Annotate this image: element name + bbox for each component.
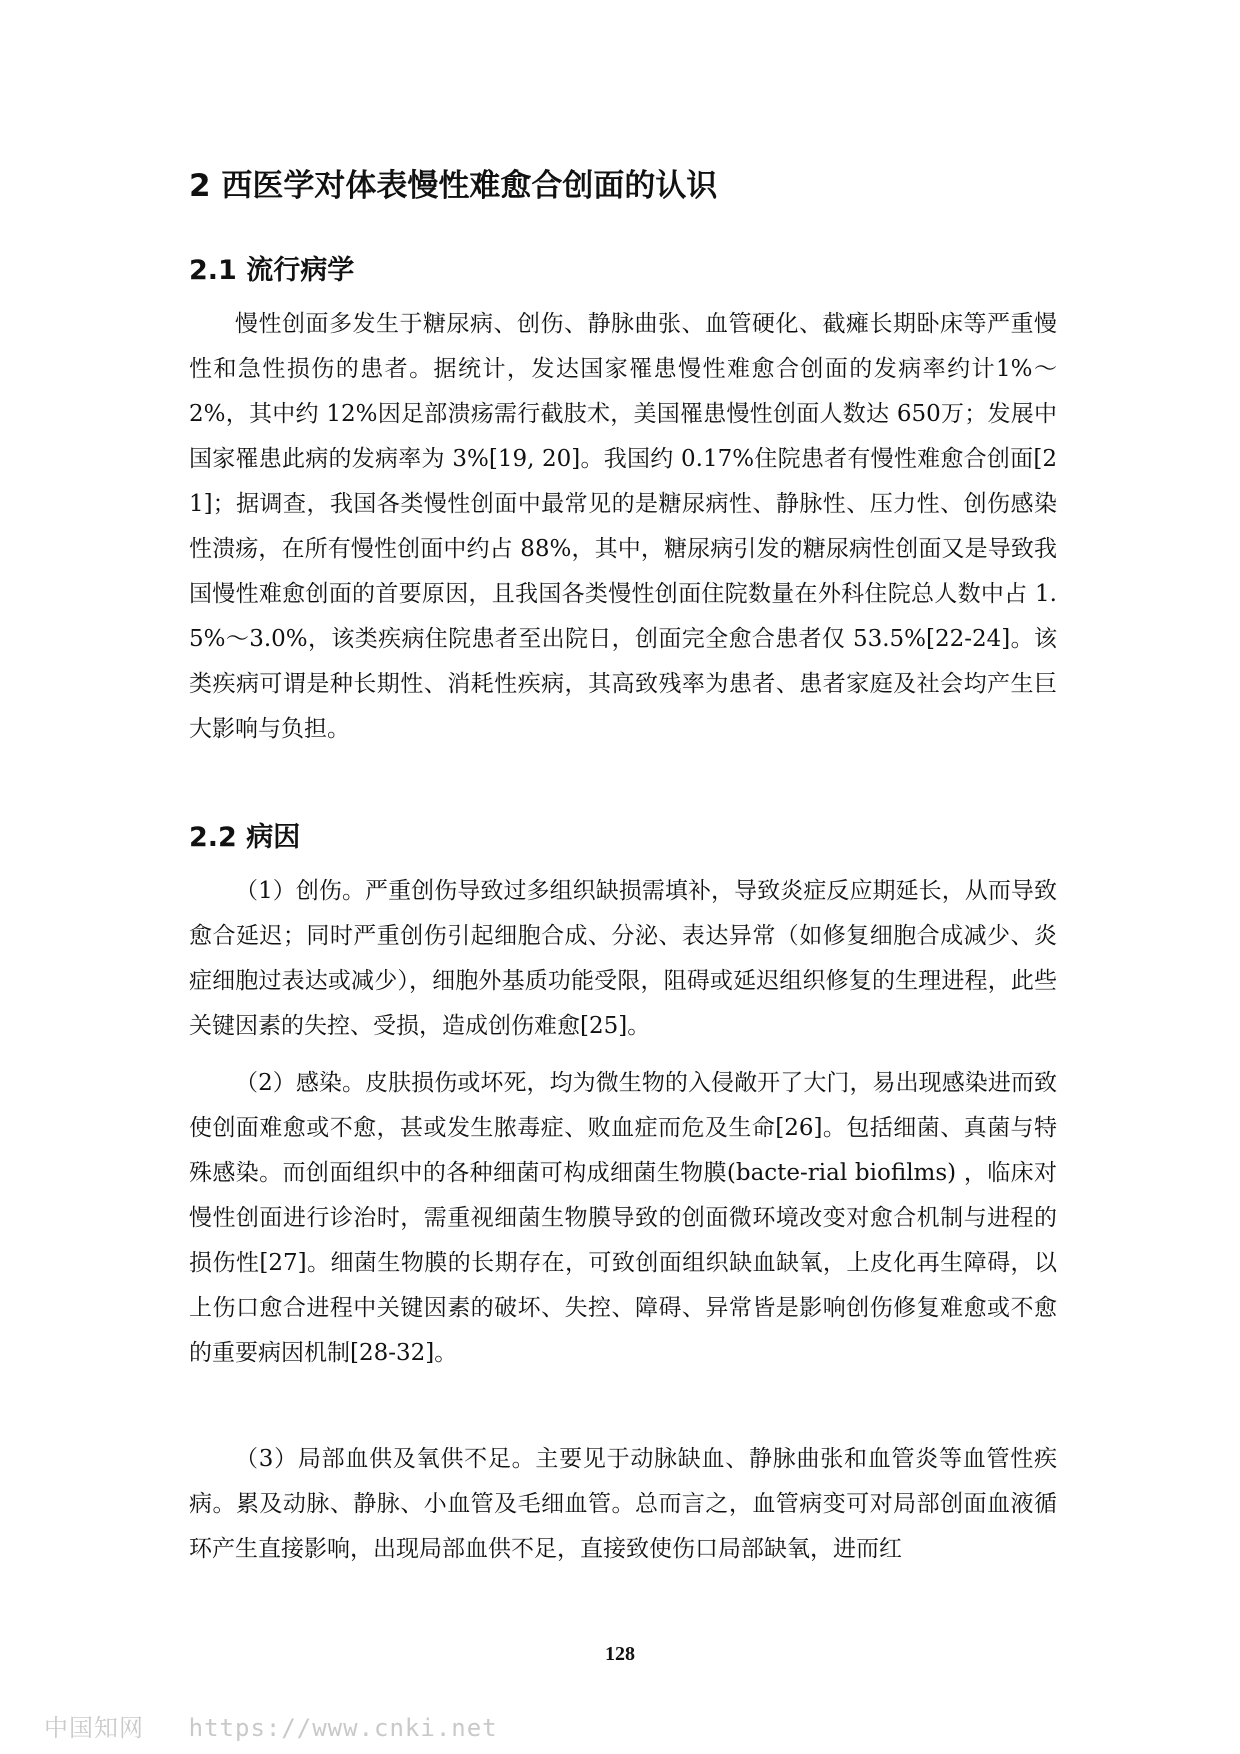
paragraph-epidemiology: 慢性创面多发生于糖尿病、创伤、静脉曲张、血管硬化、截瘫长期卧床等严重慢性和急性损伤的患者。据统计，发达国家罹患慢性难愈合创面的发病率约计1%～2%，其中约 12%因足部溃疡需行截肢术，美国罹患慢性创面人数达 650万；发展中国家罹患此病的发病率为 3%[19, 20]。我国约 0.17%住院患者有慢性难愈合创面[21]；据调查，我国各类慢性创面中最常见的是糖尿病性、静脉性、压力性、创伤感染性溃疡，在所有慢性创面中约占 88%，其中，糖尿病引发的糖尿病性创面又是导致我国慢性难愈创面的首要原因，且我国各类慢性创面住院数量在外科住院总人数中占 1.5%～3.0%，该类疾病住院患者至出院日，创面完全愈合患者仅 53.5%[22-24]。该类疾病可谓是种长期性、消耗性疾病，其高致残率为患者、患者家庭及社会均产生巨大影响与负担。: [189, 311, 1057, 742]
section-heading-epidemiology: 2.1 流行病学: [189, 255, 355, 286]
paragraph-infection: （2）感染。皮肤损伤或坏死，均为微生物的入侵敞开了大门，易出现感染进而致使创面难愈或不愈，甚或发生脓毒症、败血症而危及生命[26]。包括细菌、真菌与特殊感染。而创面组织中的各种细菌可构成细菌生物膜(bacte-rial biofilms) ，临床对慢性创面进行诊治时，需重视细菌生物膜导致的创面微环境改变对愈合机制与进程的损伤性[27]。细菌生物膜的长期存在，可致创面组织缺血缺氧，上皮化再生障碍，以上伤口愈合进程中关键因素的破坏、失控、障碍、异常皆是影响创伤修复难愈或不愈的重要病因机制[28-32]。: [189, 1070, 1057, 1366]
watermark-site-name: 中国知网: [44, 1714, 144, 1742]
paragraph-blood-supply: （3）局部血供及氧供不足。主要见于动脉缺血、静脉曲张和血管炎等血管性疾病。累及动脉、静脉、小血管及毛细血管。总而言之，血管病变可对局部创面血液循环产生直接影响，出现局部血供不足，直接致使伤口局部缺氧，进而红: [189, 1446, 1057, 1562]
paragraph-trauma: （1）创伤。严重创伤导致过多组织缺损需填补，导致炎症反应期延长，从而导致愈合延迟；同时严重创伤引起细胞合成、分泌、表达异常（如修复细胞合成减少、炎症细胞过表达或减少），细胞外基质功能受限，阻碍或延迟组织修复的生理进程，此些关键因素的失控、受损，造成创伤难愈[25]。: [189, 878, 1057, 1039]
page-number: 128: [605, 1643, 635, 1665]
section-heading-etiology: 2.2 病因: [189, 822, 301, 853]
chapter-heading: 2 西医学对体表慢性难愈合创面的认识: [189, 168, 718, 204]
watermark: [44, 1708, 498, 1743]
watermark-url: https://www.cnki.net: [188, 1714, 498, 1742]
